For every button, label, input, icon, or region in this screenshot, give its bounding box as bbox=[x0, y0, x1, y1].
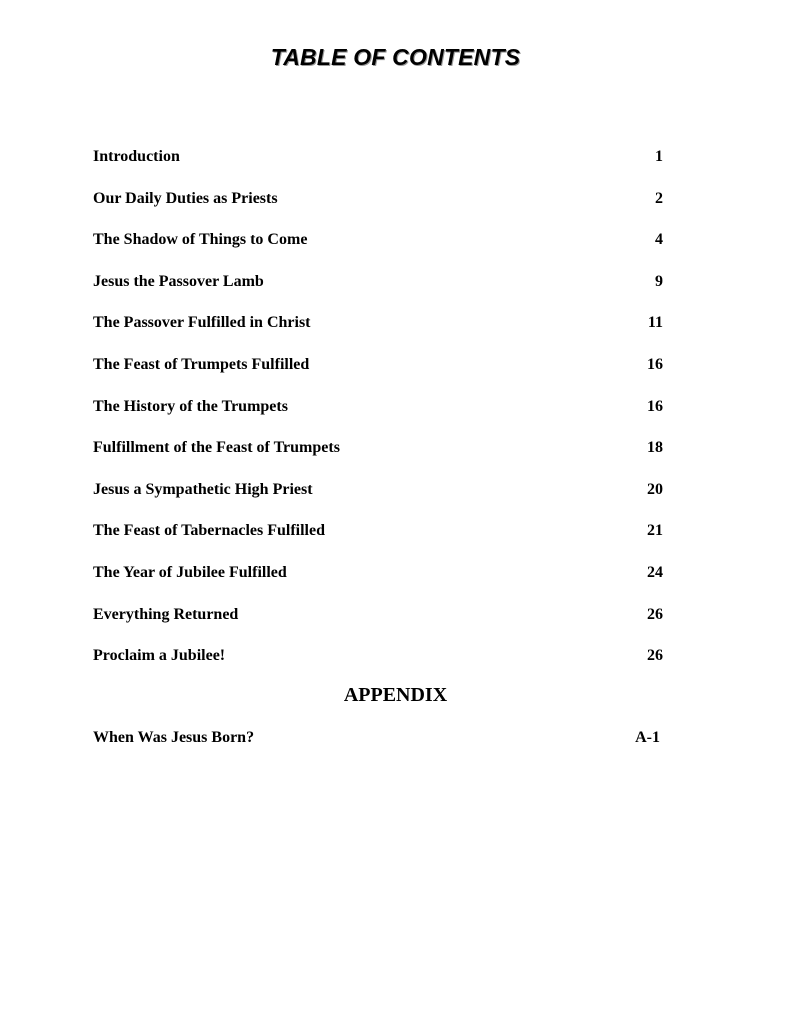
toc-entry-year-of-jubilee[interactable] bbox=[93, 562, 663, 604]
toc-entry-label: The Year of Jubilee Fulfilled bbox=[93, 563, 287, 581]
toc-entry-label: The Feast of Tabernacles Fulfilled bbox=[93, 522, 325, 540]
toc-list bbox=[93, 146, 663, 687]
toc-entry-history-of-trumpets[interactable] bbox=[93, 396, 663, 438]
toc-entry-label: The History of the Trumpets bbox=[93, 397, 288, 415]
toc-entry-passover-fulfilled[interactable] bbox=[93, 312, 663, 354]
toc-entry-page-number: 18 bbox=[647, 439, 663, 457]
toc-entry-page-number: 11 bbox=[647, 314, 663, 332]
toc-entry-label: The Feast of Trumpets Fulfilled bbox=[93, 355, 310, 373]
toc-entry-label: The Shadow of Things to Come bbox=[93, 231, 308, 249]
toc-entry-label: Our Daily Duties as Priests bbox=[93, 189, 278, 207]
toc-entry-shadow-of-things[interactable] bbox=[93, 229, 663, 271]
toc-entry-introduction[interactable] bbox=[93, 146, 663, 188]
toc-entry-label: Introduction bbox=[93, 148, 180, 165]
toc-entry-label: The Passover Fulfilled in Christ bbox=[93, 314, 311, 332]
toc-entry-feast-of-trumpets[interactable] bbox=[93, 354, 663, 396]
toc-entry-page-number: A-1 bbox=[635, 729, 660, 746]
toc-entry-passover-lamb[interactable] bbox=[93, 271, 663, 313]
appendix-heading: APPENDIX bbox=[343, 684, 448, 706]
toc-entry-proclaim-jubilee[interactable] bbox=[93, 645, 663, 687]
toc-entry-label: Jesus a Sympathetic High Priest bbox=[93, 480, 313, 498]
toc-entry-page-number: 1 bbox=[655, 148, 663, 165]
toc-entry-feast-of-tabernacles[interactable] bbox=[93, 520, 663, 562]
toc-entry-label: Jesus the Passover Lamb bbox=[93, 272, 264, 290]
appendix-list bbox=[93, 727, 660, 769]
toc-entry-page-number: 16 bbox=[647, 355, 663, 373]
toc-entry-when-was-jesus-born[interactable] bbox=[93, 727, 660, 769]
toc-entry-label: Proclaim a Jubilee! bbox=[93, 647, 226, 665]
toc-entry-daily-duties[interactable] bbox=[93, 188, 663, 230]
toc-entry-everything-returned[interactable] bbox=[93, 604, 663, 646]
toc-entry-page-number: 21 bbox=[647, 522, 663, 540]
toc-entry-page-number: 2 bbox=[655, 189, 663, 207]
toc-entry-high-priest[interactable] bbox=[93, 479, 663, 521]
toc-entry-label: When Was Jesus Born? bbox=[93, 729, 255, 746]
toc-entry-fulfillment-of-trumpets[interactable] bbox=[93, 437, 663, 479]
toc-entry-page-number: 24 bbox=[647, 563, 663, 581]
toc-entry-label: Fulfillment of the Feast of Trumpets bbox=[93, 439, 340, 457]
toc-entry-page-number: 26 bbox=[647, 605, 663, 623]
toc-entry-page-number: 9 bbox=[655, 272, 663, 290]
toc-entry-page-number: 20 bbox=[647, 480, 663, 498]
toc-entry-label: Everything Returned bbox=[93, 605, 239, 623]
toc-entry-page-number: 16 bbox=[647, 397, 663, 415]
toc-entry-page-number: 4 bbox=[655, 231, 663, 249]
toc-entry-page-number: 26 bbox=[647, 647, 663, 665]
page-title: TABLE OF CONTENTS bbox=[270, 44, 521, 70]
